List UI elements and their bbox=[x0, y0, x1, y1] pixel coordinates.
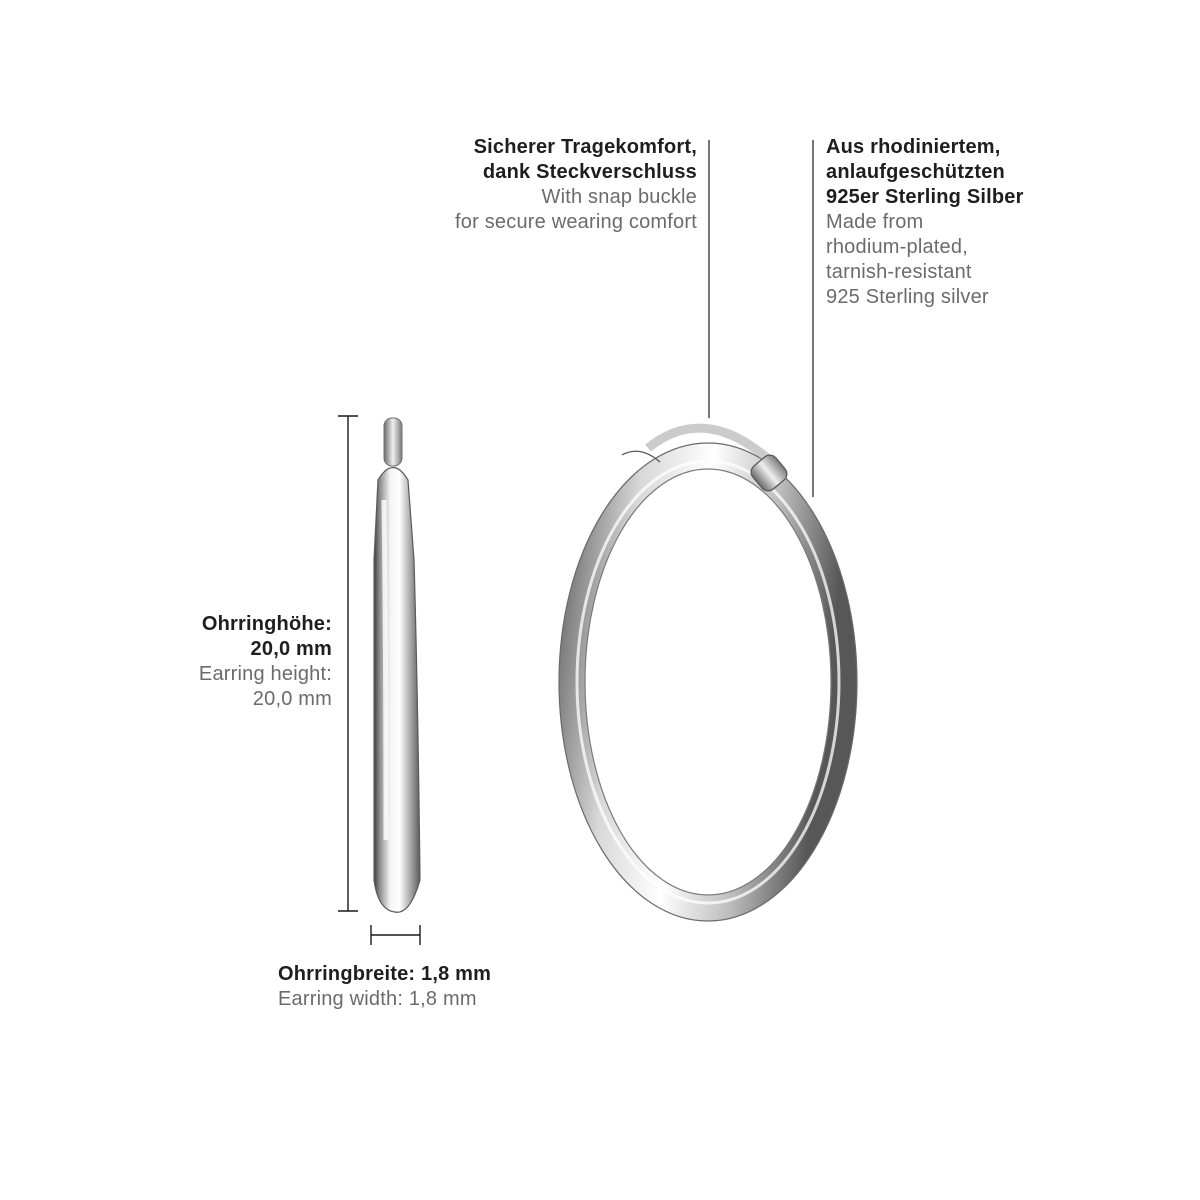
width-dimension-line bbox=[371, 925, 420, 945]
snap-de-line-1: Sicherer Tragekomfort, bbox=[473, 136, 697, 158]
height-de-label: Ohrringhöhe: bbox=[201, 613, 332, 635]
height-de-value: 20,0 mm bbox=[250, 638, 332, 660]
height-callout bbox=[199, 612, 332, 712]
material-en-line-1: Made from bbox=[826, 211, 924, 233]
material-en-line-3: tarnish-resistant bbox=[826, 261, 972, 283]
width-de: Ohrringbreite: 1,8 mm bbox=[278, 963, 492, 985]
snap-en-line-2: for secure wearing comfort bbox=[455, 211, 697, 233]
material-en-line-2: rhodium-plated, bbox=[826, 236, 968, 258]
height-en-value: 20,0 mm bbox=[252, 688, 332, 710]
earring-front-view bbox=[559, 428, 857, 921]
material-de-line-1: Aus rhodiniertem, bbox=[826, 136, 1001, 158]
snap-closure-callout bbox=[455, 135, 697, 235]
width-callout bbox=[278, 962, 491, 1012]
height-dimension-line bbox=[338, 416, 358, 911]
width-en: Earring width: 1,8 mm bbox=[278, 988, 477, 1010]
material-en-line-4: 925 Sterling silver bbox=[826, 286, 989, 308]
snap-en-line-1: With snap buckle bbox=[541, 186, 697, 208]
material-de-line-2: anlaufgeschützten bbox=[826, 161, 1005, 183]
earring-side-view bbox=[374, 418, 420, 912]
material-callout bbox=[826, 135, 1024, 310]
material-de-line-3: 925er Sterling Silber bbox=[826, 186, 1024, 208]
height-en-label: Earring height: bbox=[198, 663, 332, 685]
snap-de-line-2: dank Steckverschluss bbox=[482, 161, 697, 183]
